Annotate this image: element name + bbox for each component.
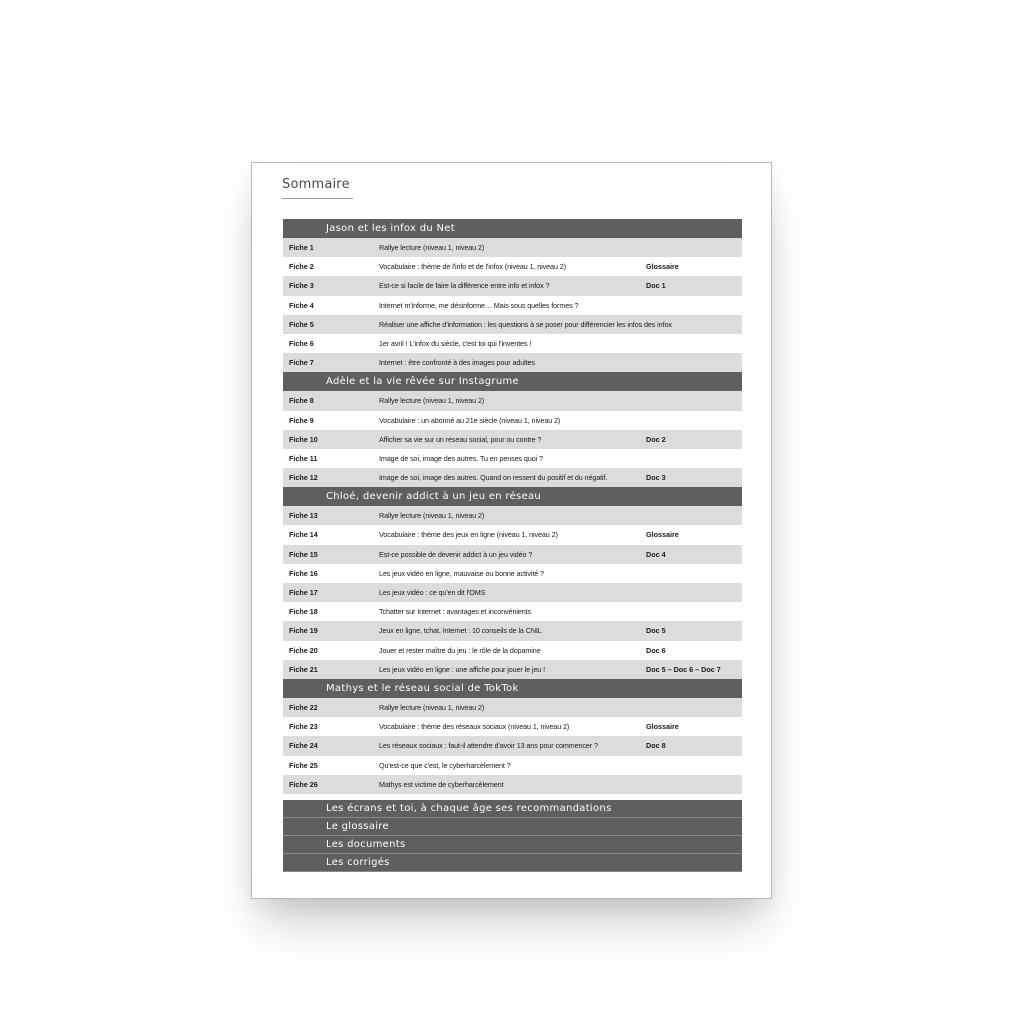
toc-text: Vocabulaire : thème de l'info et de l'infox (niveau 1, niveau 2) (379, 262, 566, 272)
toc-text: Vocabulaire : un abonné au 21e siècle (niveau 1, niveau 2) (379, 415, 561, 425)
toc-text: Qu'est-ce que c'est, le cyberharcèlement ? (379, 760, 511, 770)
toc-text: Les jeux vidéo : ce qu'en dit l'OMS (379, 588, 486, 597)
toc-text: Les jeux vidéo en ligne : une affiche pour jouer le jeu ! (379, 664, 545, 674)
toc-fiche: Fiche 3 (289, 281, 314, 291)
toc-text: Rallye lecture (niveau 1, niveau 2) (379, 511, 485, 521)
toc-row (283, 621, 742, 640)
toc-fiche: Fiche 1 (289, 243, 314, 252)
toc-row (283, 430, 742, 449)
toc-fiche: Fiche 8 (289, 396, 314, 406)
toc-row (283, 296, 742, 315)
toc-text: Rallye lecture (niveau 1, niveau 2) (379, 243, 485, 252)
toc-fiche: Fiche 4 (289, 300, 314, 310)
toc-row (283, 775, 742, 794)
toc-text: Internet : être confronté à des images pour adultes (379, 358, 535, 368)
toc-row (283, 698, 742, 717)
toc-row (283, 660, 742, 679)
toc-doc: Doc 6 (646, 645, 666, 655)
toc-text: Afficher sa vie sur un réseau social, pour ou contre ? (379, 434, 542, 444)
table-of-contents (283, 219, 742, 872)
toc-text: Vocabulaire : thème des jeux en ligne (niveau 1, niveau 2) (379, 530, 558, 540)
toc-fiche: Fiche 22 (289, 702, 318, 712)
toc-fiche: Fiche 13 (289, 511, 318, 521)
toc-fiche: Fiche 23 (289, 722, 318, 732)
toc-row (283, 525, 742, 544)
toc-fiche: Fiche 15 (289, 549, 318, 559)
toc-fiche: Fiche 10 (289, 434, 318, 444)
toc-text: Jouer et rester maître du jeu : le rôle de la dopamine (379, 645, 541, 655)
toc-text: Est-ce possible de devenir addict à un jeu vidéo ? (379, 549, 533, 559)
toc-fiche: Fiche 24 (289, 741, 318, 751)
section-heading: Chloé, devenir addict à un jeu en réseau (283, 487, 742, 506)
toc-fiche: Fiche 21 (289, 664, 318, 674)
toc-row (283, 315, 742, 334)
toc-text: Est-ce si facile de faire la différence entre info et infox ? (379, 281, 550, 291)
toc-text: Rallye lecture (niveau 1, niveau 2) (379, 396, 485, 406)
toc-row (283, 238, 742, 257)
toc-text: Rallye lecture (niveau 1, niveau 2) (379, 702, 485, 712)
toc-row (283, 411, 742, 430)
toc-text: Les jeux vidéo en ligne, mauvaise ou bonne activité ? (379, 568, 544, 578)
toc-fiche: Fiche 26 (289, 779, 318, 789)
toc-row (283, 257, 742, 276)
toc-row (283, 353, 742, 372)
section-heading: Mathys et le réseau social de TokTok (283, 679, 742, 698)
toc-fiche: Fiche 17 (289, 588, 318, 597)
toc-row (283, 449, 742, 468)
toc-fiche: Fiche 5 (289, 319, 314, 329)
toc-row (283, 717, 742, 736)
toc-doc: Doc 4 (646, 549, 666, 559)
toc-fiche: Fiche 14 (289, 530, 318, 540)
toc-fiche: Fiche 6 (289, 338, 314, 348)
appendix-list (283, 800, 742, 872)
toc-fiche: Fiche 9 (289, 415, 314, 425)
toc-doc: Doc 2 (646, 434, 666, 444)
toc-fiche: Fiche 12 (289, 473, 318, 483)
toc-fiche: Fiche 7 (289, 358, 314, 368)
appendix-item: Le glossaire (283, 818, 742, 836)
toc-text: Image de soi, image des autres. Tu en penses quoi ? (379, 453, 543, 463)
toc-row (283, 545, 742, 564)
toc-doc: Doc 8 (646, 741, 666, 751)
toc-row (283, 506, 742, 525)
toc-text: Vocabulaire : thème des réseaux sociaux (niveau 1, niveau 2) (379, 722, 570, 732)
toc-text: Image de soi, image des autres. Quand on ressent du positif et du négatif. (379, 473, 608, 483)
toc-row (283, 564, 742, 583)
toc-fiche: Fiche 25 (289, 760, 318, 770)
toc-fiche: Fiche 2 (289, 262, 314, 272)
toc-text: 1er avril ! L'infox du siècle, c'est toi qui l'inventes ! (379, 338, 532, 348)
appendix-item: Les corrigés (283, 854, 742, 872)
appendix-item: Les documents (283, 836, 742, 854)
toc-doc: Glossaire (646, 262, 679, 272)
toc-row (283, 334, 742, 353)
appendix-item: Les écrans et toi, à chaque âge ses recommandations (283, 800, 742, 818)
toc-doc: Doc 3 (646, 473, 666, 483)
toc-text: Les réseaux sociaux : faut-il attendre d'avoir 13 ans pour commencer ? (379, 741, 598, 751)
toc-text: Internet m'informe, me désinforme… Mais sous quelles formes ? (379, 300, 579, 310)
page-title: Sommaire (282, 177, 350, 192)
toc-fiche: Fiche 18 (289, 607, 318, 617)
toc-doc: Doc 5 (646, 626, 666, 636)
toc-row (283, 641, 742, 660)
section-heading: Jason et les infox du Net (283, 219, 742, 238)
toc-row (283, 756, 742, 775)
toc-fiche: Fiche 11 (289, 453, 318, 463)
toc-row (283, 583, 742, 602)
toc-fiche: Fiche 19 (289, 626, 318, 636)
toc-doc: Doc 5 – Doc 6 – Doc 7 (646, 664, 721, 674)
toc-doc: Glossaire (646, 722, 679, 732)
toc-row (283, 468, 742, 487)
toc-text: Jeux en ligne, tchat, Internet : 10 conseils de la CNIL (379, 626, 542, 636)
toc-doc: Glossaire (646, 530, 679, 540)
toc-fiche: Fiche 16 (289, 568, 318, 578)
document-page (251, 162, 772, 899)
toc-fiche: Fiche 20 (289, 645, 318, 655)
title-underline (282, 198, 353, 199)
toc-row (283, 736, 742, 755)
toc-row (283, 391, 742, 410)
toc-text: Réaliser une affiche d'information : les questions à se poser pour différencier les infos des infox (379, 319, 672, 329)
section-heading: Adèle et la vie rêvée sur Instagrume (283, 372, 742, 391)
toc-text: Mathys est victime de cyberharcèlement (379, 779, 504, 789)
toc-text: Tchatter sur Internet : avantages et inconvénients (379, 607, 532, 617)
toc-doc: Doc 1 (646, 281, 666, 291)
toc-row (283, 276, 742, 295)
toc-row (283, 602, 742, 621)
